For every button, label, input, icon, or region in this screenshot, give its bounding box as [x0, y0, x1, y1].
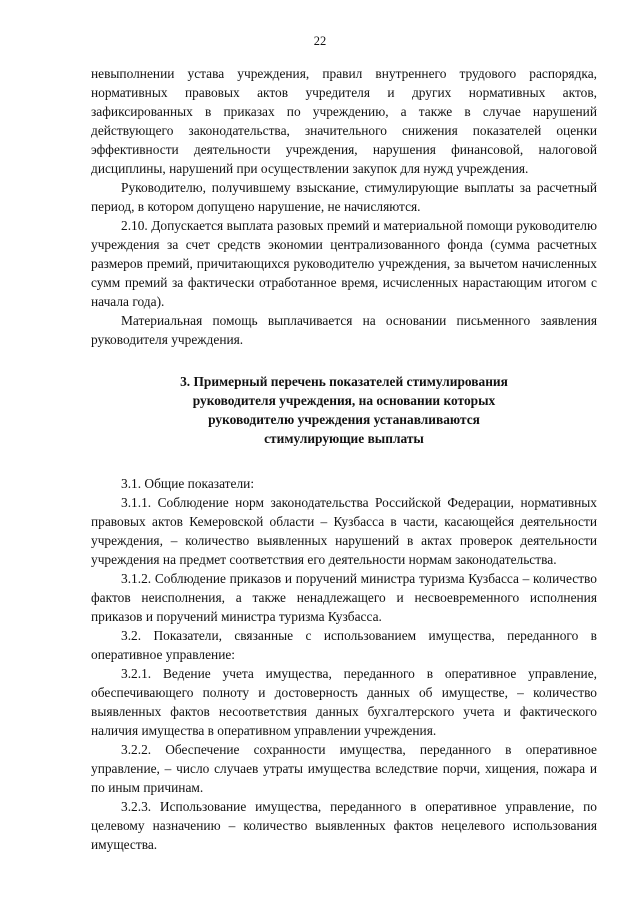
paragraph-2-10: 2.10. Допускается выплата разовых премий и материальной помощи руководителю учреждения за счет средств экономии централизованного фонда (сумма расчетных размеров премий, причитающихся руководителю учреждения, за вычетом начисленных сумм премий за фактически отработанное время, исчисленных нарастающим итогом с начала года). [91, 218, 597, 309]
paragraph-3-1-2: 3.1.2. Соблюдение приказов и поручений министра туризма Кузбасса – количество фактов неисполнения, а также ненадлежащего и несвоевременного исполнения приказов и поручений министра туризма Кузбасса. [91, 571, 597, 624]
section-heading-line: 3. Примерный перечень показателей стимулирования [180, 374, 508, 389]
page-content [91, 64, 597, 854]
paragraph-3-2: 3.2. Показатели, связанные с использованием имущества, переданного в оперативное управление: [91, 628, 597, 662]
section-heading-line: руководителю учреждения устанавливаются [208, 412, 480, 427]
paragraph-material-aid: Материальная помощь выплачивается на основании письменного заявления руководителя учреждения. [91, 313, 597, 347]
page-number: 22 [313, 34, 327, 48]
paragraph-3-2-2: 3.2.2. Обеспечение сохранности имущества, переданного в оперативное управление, – число случаев утраты имущества вследствие порчи, хищения, пожара и по иным причинам. [91, 742, 597, 795]
section-heading-line: стимулирующие выплаты [264, 431, 424, 446]
paragraph-3-1-1: 3.1.1. Соблюдение норм законодательства Российской Федерации, нормативных правовых актов Кемеровской области – Кузбасса в части, касающейся деятельности учреждения, – количество выявленных нарушений в актах проверок деятельности учреждения на предмет соответствия его деятельности нормам законодательства. [91, 495, 597, 567]
paragraph-3-2-3: 3.2.3. Использование имущества, переданного в оперативное управление, по целевому назначению – количество выявленных фактов нецелевого использования имущества. [91, 799, 597, 852]
paragraph-3-1: 3.1. Общие показатели: [121, 476, 255, 491]
paragraph-sanctions-grounds: невыполнении устава учреждения, правил внутреннего трудового распорядка, нормативных правовых актов учредителя и других нормативных актов, зафиксированных в приказах по учреждению, а также в случае нарушений действующего законодательства, значительного снижения показателей оценки эффективности деятельности учреждения, нарушения финансовой, налоговой дисциплины, нарушений при осуществлении закупок для нужд учреждения. [91, 66, 597, 176]
section-heading [91, 372, 597, 448]
section-heading-line: руководителя учреждения, на основании которых [192, 393, 496, 408]
paragraph-no-payments: Руководителю, получившему взыскание, стимулирующие выплаты за расчетный период, в котором допущено нарушение, не начисляются. [91, 180, 597, 214]
paragraph-3-2-1: 3.2.1. Ведение учета имущества, переданного в оперативное управление, обеспечивающего полноту и достоверность данных об имуществе, – количество выявленных фактов несоответствия данных бухгалтерского учета и фактического наличия имущества в оперативном управлении учреждения. [91, 666, 597, 738]
